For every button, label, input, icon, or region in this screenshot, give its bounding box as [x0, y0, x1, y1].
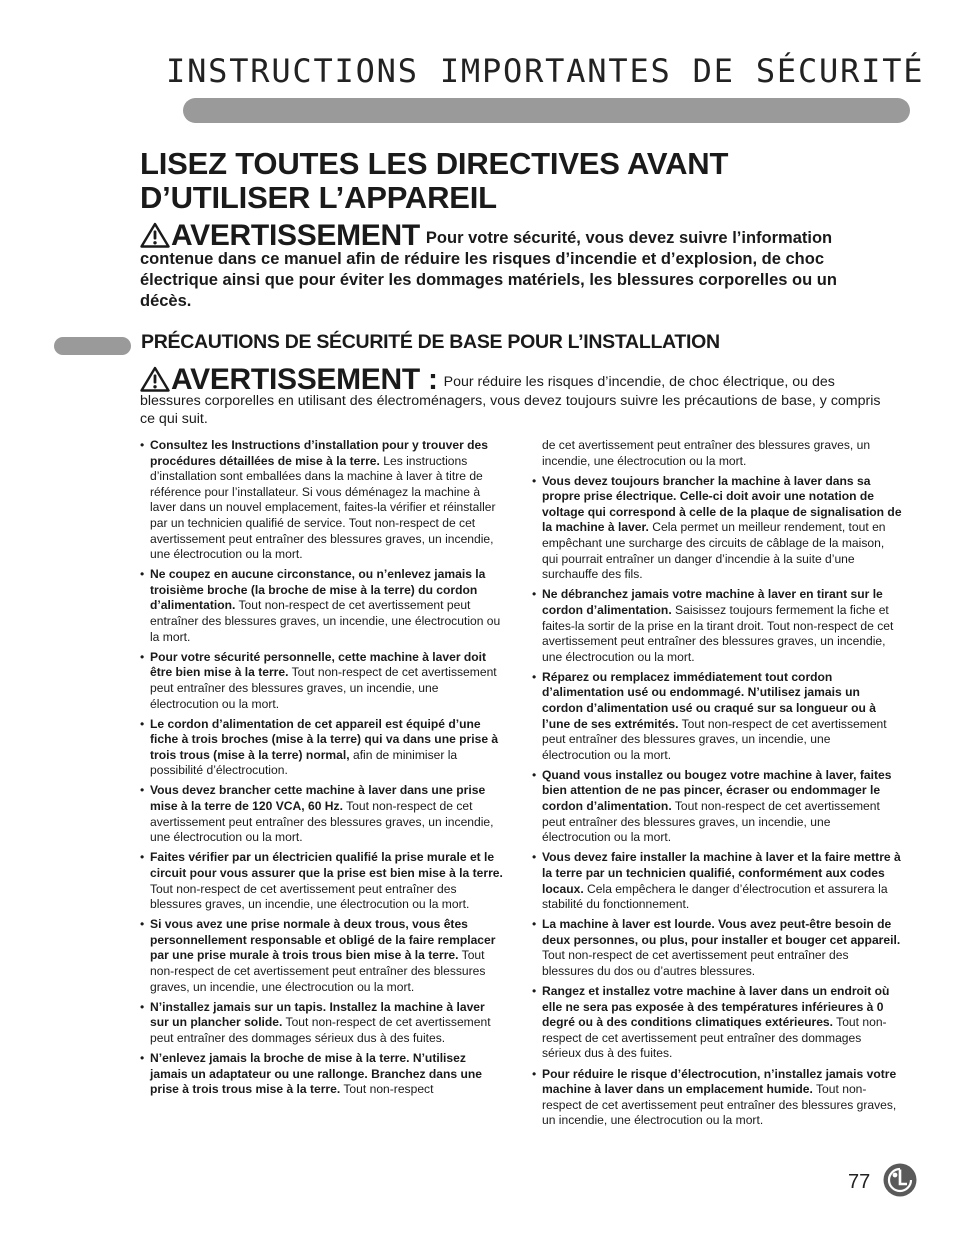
- bullet-item: [532, 917, 902, 979]
- bullet-item: [140, 650, 506, 712]
- page-number: 77: [848, 1171, 871, 1193]
- bullet-marker: •: [532, 1066, 537, 1081]
- bullet-item: [532, 474, 902, 583]
- bullet-item-text: Tout non-respect de cet avertissement peut entraîner des blessures graves, un incendie, une électrocution ou la mort.: [150, 881, 470, 912]
- bullet-item-text: Tout non-respect de cet avertissement peut entraîner des blessures graves, un incendie, une électrocution ou la mort.: [150, 799, 494, 845]
- bullet-item-bold: Si vous avez une prise normale à deux trous, vous êtes personnellement responsable et obligé de la faire remplacer par une prise murale à trois trous bien mise à la terre.: [150, 917, 496, 963]
- bullet-marker: •: [532, 917, 537, 932]
- bullet-item: [532, 850, 902, 912]
- bullet-item-text: Tout non-respect de cet avertissement peut entraîner des blessures graves, un incendie, une électrocution ou la mort.: [542, 1082, 897, 1128]
- right-column: [532, 438, 902, 1133]
- bullet-item: [140, 917, 506, 995]
- bullet-item: [532, 984, 902, 1062]
- bullet-item-text: Tout non-respect de cet avertissement peut entraîner des blessures du dos ou d’autres blessures.: [542, 948, 849, 978]
- bullet-marker: •: [532, 669, 537, 684]
- bullet-item: [532, 587, 902, 665]
- bullet-marker: •: [532, 850, 537, 865]
- warning-intro: [140, 219, 860, 312]
- bullet-marker: •: [140, 783, 145, 798]
- bullet-item-text: Tout non-respect de cet avertissement peut entraîner des dommages sérieux dus à des fuites.: [150, 1015, 491, 1045]
- bullet-item-bold: Ne coupez en aucune circonstance, ou n’enlevez jamais la troisième broche (la broche de mise à la terre) du cordon d’alimentation.: [150, 567, 486, 613]
- warning-triangle-icon: [140, 222, 170, 248]
- bullet-marker: •: [140, 649, 145, 664]
- bullet-marker: •: [532, 984, 537, 999]
- bullet-item-text: Tout non-respect de cet avertissement peut entraîner des blessures graves, un incendie, une électrocution ou la mort.: [542, 716, 887, 762]
- bullet-item-bold: Faites vérifier par un électricien qualifié la prise murale et le circuit pour vous assurer que la prise est bien mise à la terre.: [150, 850, 503, 880]
- bullet-item: [140, 717, 506, 779]
- bullet-item: [532, 1067, 902, 1129]
- warning-heading-2: [140, 363, 438, 396]
- bullet-item-bold: Consultez les Instructions d’installation pour y trouver des procédures détaillées de mise à la terre.: [150, 438, 489, 468]
- bullet-item-bold: Vous devez toujours brancher la machine à laver dans sa propre prise électrique. Celle-ci doit avoir une notation de voltage qui correspond à celle de la plaque de signalisation de la machine à laver.: [542, 473, 902, 535]
- bullet-item-bold: La machine à laver est lourde. Vous avez peut-être besoin de deux personnes, ou plus, pour installer et bouger cet appareil.: [542, 917, 901, 947]
- bullet-item-text: Tout non-respect de cet avertissement peut entraîner des blessures graves, un incendie, une électrocution ou la mort.: [542, 799, 880, 845]
- bullet-item-bold: Ne débranchez jamais votre machine à laver en tirant sur le cordon d’alimentation.: [542, 587, 883, 617]
- installation-warning-text: Pour réduire les risques d’incendie, de choc électrique, ou des blessures corporelles en utilisant des électroménagers, vous devez toujours suivre les précautions de base, y compris ce qui suit.: [140, 374, 881, 427]
- bullet-item-text: Tout non-respect de cet avertissement peut entraîner des blessures graves, un incendie, une électrocution ou la mort.: [150, 948, 486, 994]
- bullet-item-bold: Pour votre sécurité personnelle, cette machine à laver doit être bien mise à la terre.: [150, 649, 487, 680]
- bullet-item-bold: Réparez ou remplacez immédiatement tout cordon d’alimentation usé ou endommagé. N’utilisez jamais un cordon d’alimentation usé ou craqué sur sa longueur ou à l’une de ses extrémités.: [542, 669, 876, 731]
- section-pill-marker: [54, 337, 131, 355]
- bullet-item-text: Les instructions d’installation sont emballées dans la machine à laver à titre de référence pour l’installateur. Si vous déménagez la machine à laver dans un nouvel emplacement, faites-la vérifier et réinstaller par un technicien qualifié de service. Tout non-respect de cet avertissement peut entraîner des blessures graves, un incendie, une électrocution ou la mort.: [150, 453, 496, 562]
- bullet-marker: •: [532, 473, 537, 488]
- installation-warning: [140, 363, 890, 428]
- bullet-item-bold: Vous devez brancher cette machine à laver dans une prise mise à la terre de 120 VCA, 60 Hz.: [150, 783, 486, 814]
- warning-heading: [140, 219, 420, 252]
- bullet-item-text: Cela empêchera le danger d’électrocution et assurera la stabilité du fonctionnement.: [542, 881, 888, 912]
- bullet-item: [532, 768, 902, 846]
- continued-text: de cet avertissement peut entraîner des blessures graves, un incendie, une électrocution ou la mort.: [542, 438, 871, 468]
- bullet-item-text: Saisissez toujours fermement la fiche et faites-la sortir de la prise en la tirant droit. Tout non-respect de cet avertissement peut entraîner des blessures graves, un incendie, une électrocution ou la mort.: [542, 602, 894, 664]
- warning-word: AVERTISSEMENT: [171, 219, 420, 252]
- bullet-item: [532, 670, 902, 764]
- bullet-item-text: Tout non-respect de cet avertissement peut entraîner des dommages sérieux dus à des fuites.: [542, 1015, 887, 1061]
- section-title: PRÉCAUTIONS DE SÉCURITÉ DE BASE POUR L’INSTALLATION: [141, 331, 720, 353]
- bullet-item-text: Tout non-respect de cet avertissement peut entraîner des blessures graves, un incendie, une électrocution ou la mort.: [150, 598, 501, 644]
- bullet-marker: •: [140, 999, 145, 1014]
- bullet-marker: •: [140, 567, 145, 582]
- bullet-item-text: Cela permet un meilleur rendement, tout en empêchant une surcharge des circuits de câblage de la maison, qui pourrait entraîner un danger d’incendie à la suite d’une surchauffe des fils.: [542, 520, 886, 582]
- bullet-item: [140, 1051, 506, 1098]
- lg-logo-icon: [883, 1163, 917, 1197]
- bullet-item: [140, 783, 506, 845]
- bullet-marker: •: [140, 1050, 145, 1065]
- bullet-marker: •: [532, 587, 537, 602]
- bullet-item-bold: N’installez jamais sur un tapis. Installez la machine à laver sur un plancher solide.: [150, 999, 485, 1030]
- bullet-item-bold: Pour réduire le risque d’électrocution, n’installez jamais votre machine à laver dans un emplacement humide.: [542, 1066, 897, 1097]
- bullet-item: [140, 567, 506, 645]
- bullet-item-bold: Le cordon d’alimentation de cet appareil est équipé d’une fiche à trois broches (mise à la terre) qui va dans une prise à trois trous (mise à la terre) normal,: [150, 716, 499, 762]
- warning-triangle-icon: [140, 366, 170, 392]
- header-bar: [183, 98, 910, 123]
- bullet-item-bold: Rangez et installez votre machine à laver dans un endroit où elle ne sera pas exposée à des températures inférieures à 0 degré ou à des conditions climatiques extérieures.: [542, 984, 890, 1030]
- page-header-title: INSTRUCTIONS IMPORTANTES DE SÉCURITÉ: [166, 52, 925, 90]
- main-title: [140, 147, 900, 215]
- bullet-item: [140, 438, 506, 563]
- bullet-marker: •: [140, 716, 145, 731]
- warning-word-2: AVERTISSEMENT :: [171, 363, 438, 396]
- left-column: [140, 438, 506, 1102]
- bullet-marker: •: [140, 850, 145, 865]
- main-title-line-1: LISEZ TOUTES LES DIRECTIVES AVANT: [140, 146, 729, 181]
- bullet-item-bold: Vous devez faire installer la machine à laver et la faire mettre à la terre par un technicien qualifié, conformément aux codes locaux.: [542, 850, 901, 896]
- bullet-item-bold: Quand vous installez ou bougez votre machine à laver, faites bien attention de ne pas pincer, écraser ou endommager le cordon d’alimentation.: [542, 767, 892, 814]
- bullet-marker: •: [140, 917, 145, 932]
- bullet-marker: •: [140, 438, 145, 452]
- main-title-line-2: D’UTILISER L’APPAREIL: [140, 180, 497, 215]
- bullet-marker: •: [532, 767, 537, 782]
- bullet-item: [140, 1000, 506, 1047]
- bullet-item-text: afin de minimiser la possibilité d’électrocution.: [150, 747, 458, 778]
- bullet-item-text: Tout non-respect: [340, 1082, 434, 1097]
- bullet-item-text: Tout non-respect de cet avertissement peut entraîner des blessures graves, un incendie, une électrocution ou la mort.: [150, 665, 497, 711]
- bullet-item: [140, 850, 506, 912]
- bullet-item-bold: N’enlevez jamais la broche de mise à la terre. N’utilisez jamais un adaptateur ou une rallonge. Branchez dans une prise à trois trous mise à la terre.: [150, 1050, 482, 1097]
- warning-intro-text: Pour votre sécurité, vous devez suivre l’information contenue dans ce manuel afin de réduire les risques d’incendie et d’explosion, de choc électrique ainsi que pour éviter les dommages matériels, les blessures corporelles ou un décès.: [140, 229, 837, 310]
